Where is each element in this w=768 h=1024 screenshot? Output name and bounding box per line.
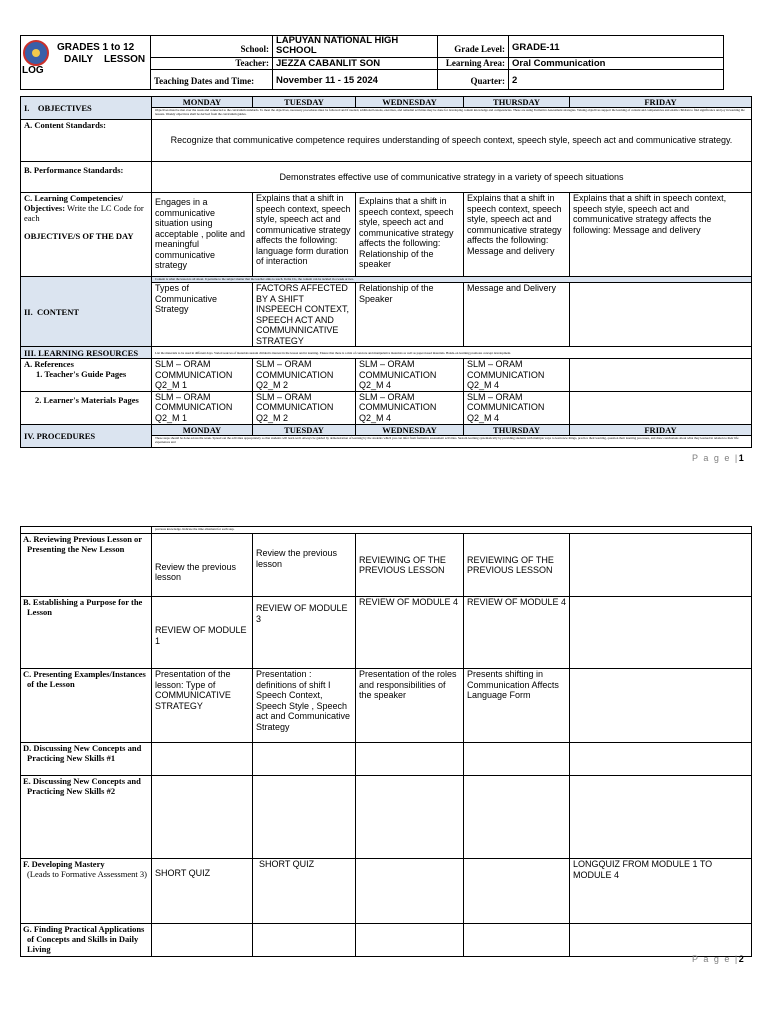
lm-tuesday: SLM – ORAM COMMUNICATION Q2_M 2	[253, 391, 356, 424]
proc-f-label-cell	[21, 859, 152, 924]
proc-day-monday: MONDAY	[152, 424, 253, 435]
proc-d-monday	[152, 743, 253, 776]
day-friday: FRIDAY	[570, 97, 752, 108]
proc-e-thursday	[464, 776, 570, 859]
content-note: Content is what the lesson is all about. It pertains to the subject matter that the teacher aims to teach. In the CG, the content can be tackled in a week or two.	[152, 277, 752, 283]
school-label: School:	[151, 36, 273, 58]
content-heading: II. CONTENT	[21, 277, 152, 347]
proc-d-tuesday	[253, 743, 356, 776]
grade-label: Grade Level:	[438, 36, 509, 58]
teachers-guide-label: 1. Teacher's Guide Pages	[36, 369, 127, 379]
content-wednesday: Relationship of the Speaker	[356, 283, 464, 347]
competency-friday: Explains that a shift in speech context, speech style, speech act and communicative strategy affects the following: Message and delivery	[570, 193, 752, 277]
tg-thursday: SLM – ORAM COMMUNICATION Q2_M 4	[464, 359, 570, 392]
proc-day-tuesday: TUESDAY	[253, 424, 356, 435]
page-number-2	[692, 954, 744, 964]
proc-e-friday	[570, 776, 752, 859]
dll-title-cell	[21, 36, 151, 90]
proc-b-wednesday: REVIEW OF MODULE 4	[356, 597, 464, 669]
proc-day-wednesday: WEDNESDAY	[356, 424, 464, 435]
day-monday: MONDAY	[152, 97, 253, 108]
proc-b-tuesday: REVIEW OF MODULE 3	[253, 597, 356, 669]
proc-a-wednesday: REVIEWING OF THE PREVIOUS LESSON	[356, 534, 464, 597]
performance-standards-text: Demonstrates effective use of communicative strategy in a variety of speech situations	[152, 162, 752, 193]
page-num-2: 2	[738, 954, 744, 964]
references-label: A. References	[24, 359, 74, 369]
proc-d-friday	[570, 743, 752, 776]
page-word-2: P a g e |	[692, 954, 739, 964]
proc-c-tuesday: Presentation : definitions of shift I Speech Context, Speech Style , Speech act and Communicative Strategy	[253, 669, 356, 743]
proc-day-friday: FRIDAY	[570, 424, 752, 435]
proc-b-label: B. Establishing a Purpose for the Lesson	[21, 597, 152, 669]
proc-b-monday: REVIEW OF MODULE 1	[152, 597, 253, 669]
lm-friday	[570, 391, 752, 424]
day-tuesday: TUESDAY	[253, 97, 356, 108]
dates-label: Teaching Dates and Time:	[151, 70, 273, 90]
content-standards-text: Recognize that communicative competence requires understanding of speech context, speech style, speech act and communicative strategy.	[152, 120, 752, 162]
proc-g-tuesday	[253, 924, 356, 957]
page-2	[0, 512, 768, 1024]
proc-a-monday: Review the previous lesson	[152, 534, 253, 597]
proc-g-label: G. Finding Practical Applications of Concepts and Skills in Daily Living	[21, 924, 152, 957]
content-tuesday: FACTORS AFFECTED BY A SHIFT INSPEECH CONTEXT, SPEECH ACT AND COMMUNNICATIVE STRATEGY	[253, 283, 356, 347]
teachers-guide-label-cell	[21, 359, 152, 392]
procedures-heading: IV. PROCEDURES	[21, 424, 152, 447]
tg-monday: SLM – ORAM COMMUNICATION Q2_M 1	[152, 359, 253, 392]
proc-e-wednesday	[356, 776, 464, 859]
dll-title-line3: LOG	[22, 65, 44, 76]
objective-of-day: OBJECTIVE/S OF THE DAY	[24, 231, 134, 241]
proc-d-wednesday	[356, 743, 464, 776]
proc-day-thursday: THURSDAY	[464, 424, 570, 435]
area-value: Oral Communication	[509, 58, 724, 70]
proc-f-label: F. Developing Mastery	[23, 859, 105, 869]
competency-monday: Engages in a communicative situation using acceptable , polite and meaningful communicative strategy	[152, 193, 253, 277]
quarter-value: 2	[509, 70, 724, 90]
proc-a-thursday: REVIEWING OF THE PREVIOUS LESSON	[464, 534, 570, 597]
proc-b-friday	[570, 597, 752, 669]
proc-f-tuesday: SHORT QUIZ	[253, 859, 356, 924]
proc-c-wednesday: Presentation of the roles and responsibilities of the speaker	[356, 669, 464, 743]
dates-value: November 11 - 15 2024	[273, 70, 438, 90]
resources-heading: III. LEARNING RESOURCES	[21, 347, 152, 359]
content-monday: Types of Communicative Strategy	[152, 283, 253, 347]
tg-wednesday: SLM – ORAM COMMUNICATION Q2_M 4	[356, 359, 464, 392]
area-label: Learning Area:	[438, 58, 509, 70]
proc-d-label: D. Discussing New Concepts and Practicing New Skills #1	[21, 743, 152, 776]
content-friday	[570, 283, 752, 347]
objectives-note: Objectives must be met over the week and connected to the curriculum standards. To meet the objectives, necessary procedures must be followed and if needed, additional lessons, exercises, and remedial activities may be done for developing content knowledge and competencies. These are using Formative Assessment strategies. Valuing objectives support the learning of content and competencies and enable children to find significance and joy in learning the lessons. Weekly objectives shall be derived from the curriculum guides.	[152, 108, 752, 120]
tg-tuesday: SLM – ORAM COMMUNICATION Q2_M 2	[253, 359, 356, 392]
procedures-note-cont: previous knowledge. Indicate the time allotment for each step.	[152, 527, 752, 534]
dll-table-page2	[20, 526, 752, 957]
dll-table-page1	[20, 96, 752, 448]
proc-g-friday	[570, 924, 752, 957]
performance-standards-label: B. Performance Standards:	[21, 162, 152, 193]
proc-a-label: A. Reviewing Previous Lesson or Presenting the New Lesson	[21, 534, 152, 597]
procedures-note: These steps should be done across the week. Spread out the activities appropriately so that students will learn well. Always be guided by demonstration of learning by the students which you can infer from formative assessment activities. Sustain learning systematically by providing students with multiple ways to learn new things, practice their learning, question their learning processes, and draw conclusions about what they learned in relation to their life experiences and	[152, 435, 752, 447]
lm-monday: SLM – ORAM COMMUNICATION Q2_M 1	[152, 391, 253, 424]
proc-e-tuesday	[253, 776, 356, 859]
page-word-1: P a g e |	[692, 453, 739, 463]
lm-wednesday: SLM – ORAM COMMUNICATION Q2_M 4	[356, 391, 464, 424]
proc-b-thursday: REVIEW OF MODULE 4	[464, 597, 570, 669]
competencies-label: C. Learning Competencies/ Objectives:	[24, 193, 123, 213]
resources-note: List the materials to be used in different days. Varied sources of materials sustain children's interest in the lesson and in learning. Ensure that there is a mix of concrete and manipulative materials as well as paper-based materials. Hands-on learning promotes concept development.	[152, 347, 752, 359]
competencies-label-rest: Write the LC Code for each	[24, 203, 144, 223]
competency-wednesday: Explains that a shift in speech context, speech style, speech act and communicative strategy affects the following: Relationship of the speaker	[356, 193, 464, 277]
proc-f-friday: LONGQUIZ FROM MODULE 1 TO MODULE 4	[570, 859, 752, 924]
dll-title-line2: DAILY LESSON	[64, 54, 146, 65]
proc-a-tuesday: Review the previous lesson	[253, 534, 356, 597]
proc-f-label-rest: (Leads to Formative Assessment 3)	[27, 869, 147, 879]
learners-materials-label: 2. Learner's Materials Pages	[21, 391, 152, 424]
header-table	[20, 35, 724, 90]
day-thursday: THURSDAY	[464, 97, 570, 108]
proc-g-monday	[152, 924, 253, 957]
competencies-label-cell	[21, 193, 152, 277]
competency-thursday: Explains that a shift in speech context, speech style, speech act and communicative strategy affects the following: Message and delivery	[464, 193, 570, 277]
proc-c-monday: Presentation of the lesson: Type of COMMUNICATIVE STRATEGY	[152, 669, 253, 743]
day-wednesday: WEDNESDAY	[356, 97, 464, 108]
procedures-note-cont-blank	[21, 527, 152, 534]
page-number-1	[692, 453, 744, 463]
proc-e-label: E. Discussing New Concepts and Practicing New Skills #2	[21, 776, 152, 859]
dll-title-line1: GRADES 1 to 12	[57, 42, 135, 53]
proc-f-wednesday	[356, 859, 464, 924]
proc-d-thursday	[464, 743, 570, 776]
proc-e-monday	[152, 776, 253, 859]
content-standards-label: A. Content Standards:	[21, 120, 152, 162]
lm-thursday: SLM – ORAM COMMUNICATION Q2_M 4	[464, 391, 570, 424]
proc-c-friday	[570, 669, 752, 743]
proc-g-wednesday	[356, 924, 464, 957]
proc-g-thursday	[464, 924, 570, 957]
proc-c-label: C. Presenting Examples/Instances of the Lesson	[21, 669, 152, 743]
proc-f-thursday	[464, 859, 570, 924]
tg-friday	[570, 359, 752, 392]
proc-f-monday: SHORT QUIZ	[152, 859, 253, 924]
teacher-value: JEZZA CABANLIT SON	[273, 58, 438, 70]
teacher-label: Teacher:	[151, 58, 273, 70]
proc-c-thursday: Presents shifting in Communication Affects Language Form	[464, 669, 570, 743]
quarter-label: Quarter:	[438, 70, 509, 90]
school-value: LAPUYAN NATIONAL HIGH SCHOOL	[273, 36, 438, 58]
content-thursday: Message and Delivery	[464, 283, 570, 347]
competency-tuesday: Explains that a shift in speech context, speech style, speech act and communicative strategy affects the following: language form duration of interaction	[253, 193, 356, 277]
page-num-1: 1	[738, 453, 744, 463]
deped-seal-icon	[23, 40, 49, 66]
proc-a-friday	[570, 534, 752, 597]
grade-value: GRADE-11	[509, 36, 724, 58]
objectives-heading: I. OBJECTIVES	[21, 97, 152, 120]
